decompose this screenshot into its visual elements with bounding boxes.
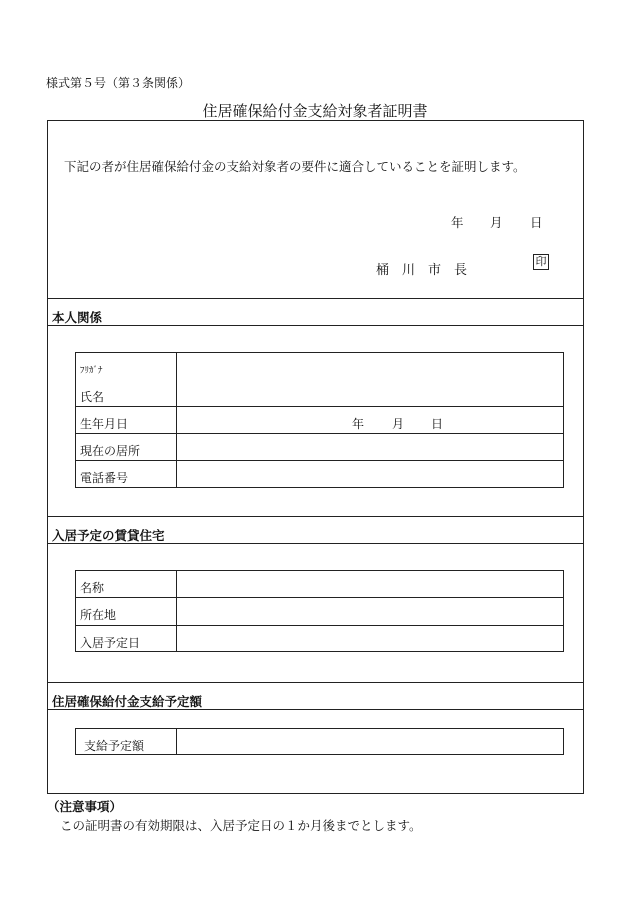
certification-statement: 下記の者が住居確保給付金の支給対象者の要件に適合していることを証明します。 (64, 159, 526, 174)
section-heading-personal: 本人関係 (52, 310, 103, 325)
notes-heading: （注意事項） (47, 799, 123, 814)
certificate-day-label: 日 (530, 215, 543, 230)
table-row-divider (75, 625, 564, 626)
table-row-divider (75, 406, 564, 407)
section-divider (47, 325, 584, 326)
section-divider (47, 298, 584, 299)
mayor-title-char: 桶 (376, 263, 390, 278)
phone-number-label: 電話番号 (80, 471, 129, 485)
table-row-divider (75, 433, 564, 434)
section-heading-amount: 住居確保給付金支給予定額 (52, 694, 203, 709)
certificate-year-label: 年 (451, 215, 464, 230)
table-row-divider (75, 460, 564, 461)
section-divider (47, 682, 584, 683)
birth-day-label: 日 (431, 417, 444, 431)
form-number: 様式第５号（第３条関係） (46, 76, 191, 90)
certificate-month-label: 月 (490, 215, 503, 230)
birth-month-label: 月 (392, 417, 405, 431)
name-label: 氏名 (80, 390, 105, 404)
payment-amount-label: 支給予定額 (84, 739, 145, 753)
furigana-label: ﾌﾘｶﾞﾅ (80, 366, 103, 376)
table-column-divider (176, 352, 177, 488)
birth-year-label: 年 (352, 417, 365, 431)
table-row-divider (75, 597, 564, 598)
section-divider (47, 543, 584, 544)
document-title: 住居確保給付金支給対象者証明書 (202, 102, 428, 120)
mayor-title-char: 川 (402, 263, 416, 278)
housing-name-label: 名称 (80, 581, 105, 595)
personal-info-table (75, 352, 564, 488)
notes-text: この証明書の有効期限は、入居予定日の１か月後までとします。 (60, 818, 422, 833)
table-column-divider (176, 570, 177, 652)
section-divider (47, 709, 584, 710)
section-divider (47, 516, 584, 517)
rental-info-table (75, 570, 564, 652)
amount-table (75, 728, 564, 755)
current-address-label: 現在の居所 (80, 444, 141, 458)
mayor-title-char: 市 (428, 263, 442, 278)
seal-mark: 印 (533, 254, 549, 270)
mayor-title-char: 長 (454, 263, 468, 278)
table-column-divider (176, 728, 177, 755)
move-in-date-label: 入居予定日 (80, 636, 141, 650)
location-label: 所在地 (80, 608, 117, 622)
birth-date-label: 生年月日 (80, 417, 129, 431)
section-heading-rental: 入居予定の賃貸住宅 (52, 528, 165, 543)
